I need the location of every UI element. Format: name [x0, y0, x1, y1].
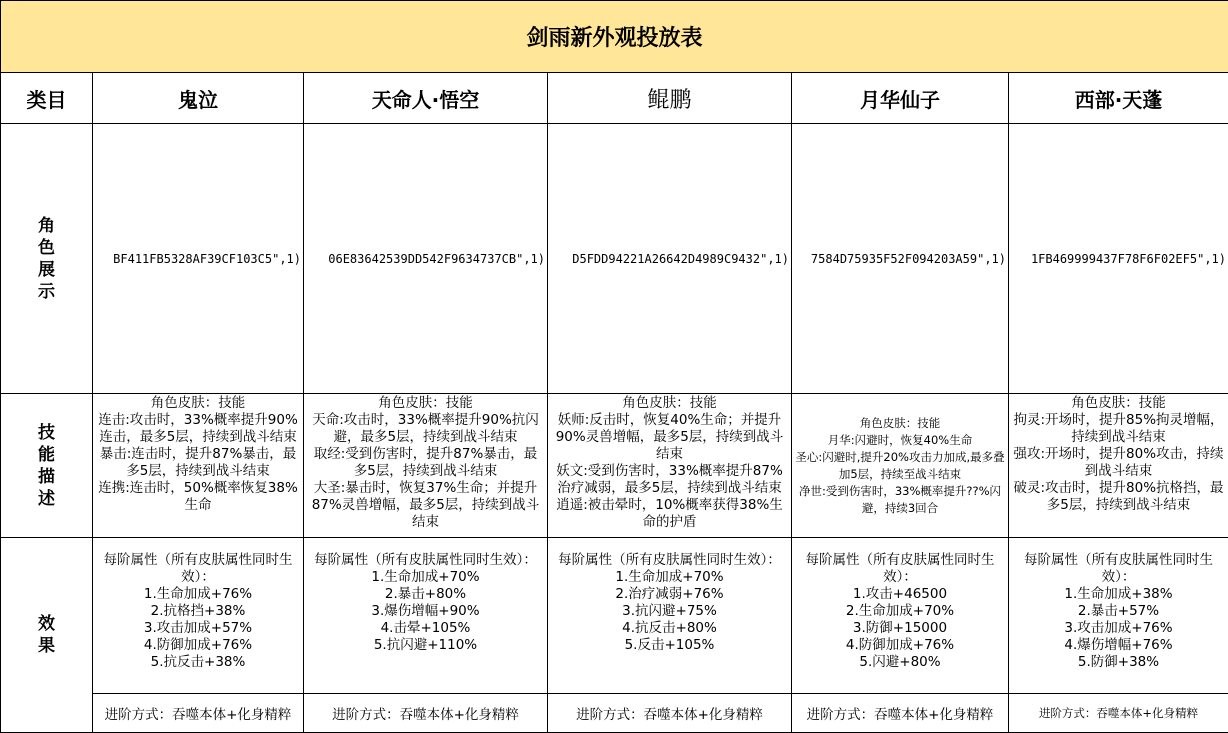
display-cell[interactable]: D5FDD94221A26642D4989C9432",1) — [548, 124, 792, 394]
effect-label[interactable]: 效 果 — [1, 538, 93, 733]
skill-cell[interactable]: 角色皮肤：技能 妖师:反击时，恢复40%生命；并提升90%灵兽增幅，最多5层，持续到战斗结束 妖文:受到伤害时，33%概率提升87%治疗减弱，最多5层，持续到战斗结束 逍遥:被击晕时，10%概率获得38%生命的护盾 — [548, 394, 792, 538]
effect-cell[interactable]: 每阶属性（所有皮肤属性同时生效）： 1.生命加成+76% 2.抗格挡+38% 3.攻击加成+57% 4.防御加成+76% 5.抗反击+38% — [93, 538, 304, 694]
display-cell[interactable]: 7584D75935F52F094203A59",1) — [792, 124, 1009, 394]
header-yuehua[interactable]: 月华仙子 — [792, 73, 1009, 124]
skill-cell[interactable]: 角色皮肤：技能 天命:攻击时，33%概率提升90%抗闪避，最多5层，持续到战斗结束 取经:受到伤害时，提升87%暴击，最多5层，持续到战斗结束 大圣:暴击时，恢复37%生命；并提升87%灵兽增幅，最多5层，持续到战斗结束 — [304, 394, 548, 538]
method-cell[interactable]: 进阶方式：吞噬本体+化身精粹 — [304, 694, 548, 733]
header-guiqi[interactable]: 鬼泣 — [93, 73, 304, 124]
skill-label[interactable]: 技 能 描 述 — [1, 394, 93, 538]
skill-cell[interactable]: 角色皮肤：技能 拘灵:开场时，提升85%拘灵增幅，持续到战斗结束 强攻:开场时，提升80%攻击，持续到战斗结束 破灵:攻击时，提升80%抗格挡，最多5层，持续到战斗结束 — [1009, 394, 1228, 538]
method-cell[interactable]: 进阶方式：吞噬本体+化身精粹 — [1009, 694, 1228, 733]
display-cell[interactable]: BF411FB5328AF39CF103C5",1) — [93, 124, 304, 394]
header-category[interactable]: 类目 — [1, 73, 93, 124]
header-kunpeng[interactable]: 鲲鹏 — [548, 73, 792, 124]
sheet-title[interactable]: 剑雨新外观投放表 — [1, 1, 1228, 73]
effect-row — [1, 538, 1228, 694]
method-row — [1, 694, 1228, 733]
skill-cell[interactable]: 角色皮肤：技能 月华:闪避时，恢复40%生命 圣心:闪避时,提升20%攻击力加成,最多叠加5层，持续至战斗结束 净世:受到伤害时，33%概率提升??%闪避，持续3回合 — [792, 394, 1009, 538]
effect-cell[interactable]: 每阶属性（所有皮肤属性同时生效）： 1.生命加成+70% 2.暴击+80% 3.爆伤增幅+90% 4.击晕+105% 5.抗闪避+110% — [304, 538, 548, 694]
display-label[interactable]: 角 色 展 示 — [1, 124, 93, 394]
header-wukong[interactable]: 天命人·悟空 — [304, 73, 548, 124]
skill-cell[interactable]: 角色皮肤：技能 连击:攻击时，33%概率提升90%连击，最多5层，持续到战斗结束 暴击:连击时，提升87%暴击，最多5层，持续到战斗结束 连携:连击时，50%概率恢复38%生命 — [93, 394, 304, 538]
effect-cell[interactable]: 每阶属性（所有皮肤属性同时生效）： 1.生命加成+38% 2.暴击+57% 3.攻击加成+76% 4.爆伤增幅+76% 5.防御+38% — [1009, 538, 1228, 694]
method-cell[interactable]: 进阶方式：吞噬本体+化身精粹 — [93, 694, 304, 733]
effect-cell[interactable]: 每阶属性（所有皮肤属性同时生效）： 1.生命加成+70% 2.治疗减弱+76% 3.抗闪避+75% 4.抗反击+80% 5.反击+105% — [548, 538, 792, 694]
display-cell[interactable]: 06E83642539DD542F9634737CB",1) — [304, 124, 548, 394]
display-cell[interactable]: 1FB469999437F78F6F02EF5",1) — [1009, 124, 1228, 394]
header-tianpeng[interactable]: 西部·天蓬 — [1009, 73, 1228, 124]
method-cell[interactable]: 进阶方式：吞噬本体+化身精粹 — [792, 694, 1009, 733]
effect-cell[interactable]: 每阶属性（所有皮肤属性同时生效）： 1.攻击+46500 2.生命加成+70% 3.防御+15000 4.防御加成+76% 5.闪避+80% — [792, 538, 1009, 694]
display-row — [1, 124, 1228, 394]
method-cell[interactable]: 进阶方式：吞噬本体+化身精粹 — [548, 694, 792, 733]
skill-row — [1, 394, 1228, 538]
header-row — [1, 73, 1228, 124]
